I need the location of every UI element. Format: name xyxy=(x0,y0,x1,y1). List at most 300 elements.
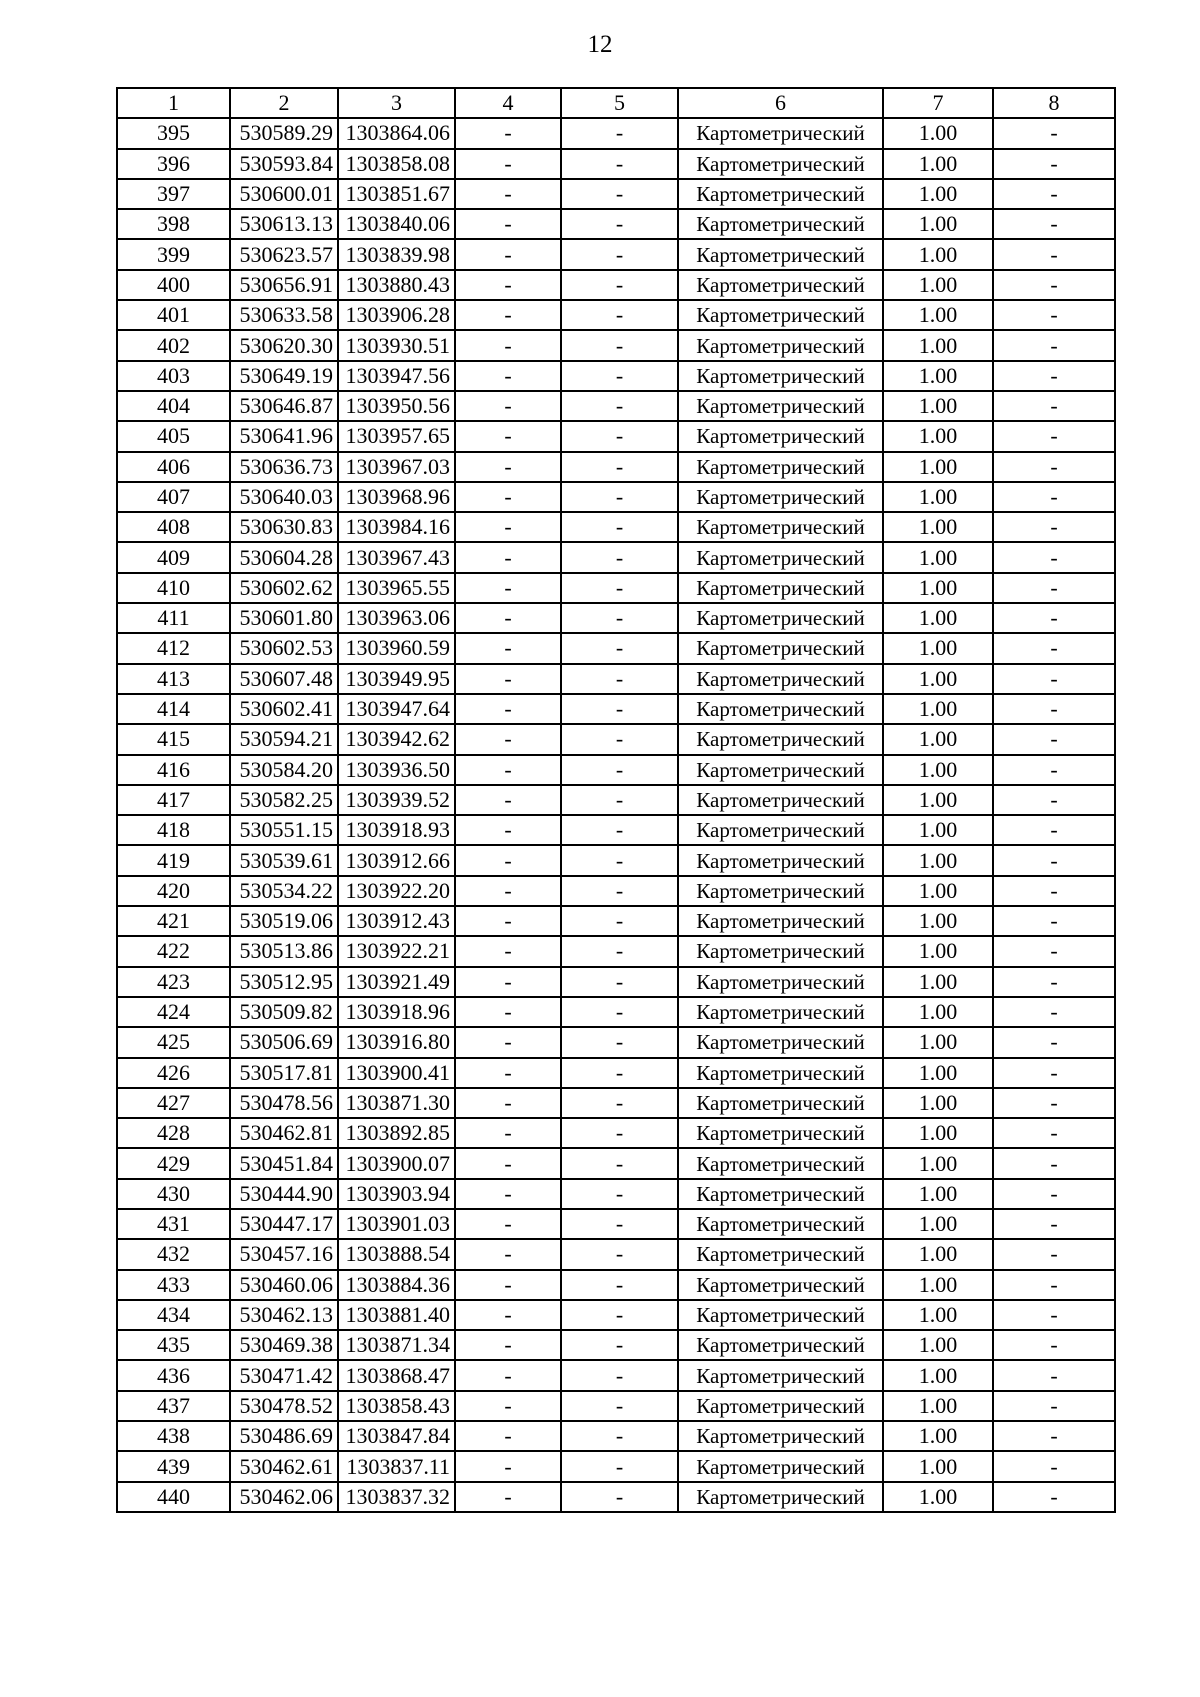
cell-point-number: 424 xyxy=(117,997,230,1027)
cell-col-4: - xyxy=(455,239,561,269)
table-row xyxy=(117,603,1115,633)
cell-y-coordinate: 1303858.43 xyxy=(338,1391,455,1421)
cell-accuracy: 1.00 xyxy=(883,633,993,663)
table-row xyxy=(117,118,1115,148)
cell-y-coordinate: 1303922.20 xyxy=(338,876,455,906)
cell-col-4: - xyxy=(455,1088,561,1118)
cell-col-8: - xyxy=(993,815,1115,845)
cell-method: Картометрический xyxy=(678,149,883,179)
cell-method: Картометрический xyxy=(678,1209,883,1239)
cell-col-5: - xyxy=(561,1088,678,1118)
cell-y-coordinate: 1303967.03 xyxy=(338,452,455,482)
cell-method: Картометрический xyxy=(678,936,883,966)
cell-y-coordinate: 1303930.51 xyxy=(338,330,455,360)
header-row xyxy=(117,88,1115,118)
cell-col-5: - xyxy=(561,1118,678,1148)
cell-col-4: - xyxy=(455,815,561,845)
cell-col-8: - xyxy=(993,1058,1115,1088)
cell-accuracy: 1.00 xyxy=(883,906,993,936)
cell-col-5: - xyxy=(561,270,678,300)
cell-method: Картометрический xyxy=(678,512,883,542)
cell-accuracy: 1.00 xyxy=(883,1088,993,1118)
cell-y-coordinate: 1303912.66 xyxy=(338,845,455,875)
cell-accuracy: 1.00 xyxy=(883,452,993,482)
cell-col-5: - xyxy=(561,876,678,906)
cell-y-coordinate: 1303912.43 xyxy=(338,906,455,936)
cell-method: Картометрический xyxy=(678,694,883,724)
cell-point-number: 403 xyxy=(117,361,230,391)
column-header-5: 5 xyxy=(561,88,678,118)
cell-accuracy: 1.00 xyxy=(883,1209,993,1239)
cell-method: Картометрический xyxy=(678,906,883,936)
cell-point-number: 434 xyxy=(117,1300,230,1330)
cell-y-coordinate: 1303960.59 xyxy=(338,633,455,663)
cell-col-5: - xyxy=(561,239,678,269)
cell-point-number: 418 xyxy=(117,815,230,845)
cell-x-coordinate: 530469.38 xyxy=(230,1330,338,1360)
cell-x-coordinate: 530646.87 xyxy=(230,391,338,421)
cell-y-coordinate: 1303871.34 xyxy=(338,1330,455,1360)
cell-point-number: 433 xyxy=(117,1270,230,1300)
cell-col-4: - xyxy=(455,1027,561,1057)
cell-col-8: - xyxy=(993,967,1115,997)
cell-col-5: - xyxy=(561,1300,678,1330)
cell-point-number: 422 xyxy=(117,936,230,966)
cell-point-number: 402 xyxy=(117,330,230,360)
cell-accuracy: 1.00 xyxy=(883,1118,993,1148)
cell-method: Картометрический xyxy=(678,724,883,754)
cell-x-coordinate: 530584.20 xyxy=(230,755,338,785)
cell-col-8: - xyxy=(993,845,1115,875)
cell-accuracy: 1.00 xyxy=(883,330,993,360)
cell-y-coordinate: 1303942.62 xyxy=(338,724,455,754)
cell-point-number: 430 xyxy=(117,1179,230,1209)
cell-accuracy: 1.00 xyxy=(883,1058,993,1088)
cell-y-coordinate: 1303965.55 xyxy=(338,573,455,603)
cell-method: Картометрический xyxy=(678,1239,883,1269)
cell-x-coordinate: 530509.82 xyxy=(230,997,338,1027)
cell-x-coordinate: 530517.81 xyxy=(230,1058,338,1088)
cell-col-4: - xyxy=(455,118,561,148)
cell-col-8: - xyxy=(993,906,1115,936)
cell-point-number: 425 xyxy=(117,1027,230,1057)
cell-point-number: 405 xyxy=(117,421,230,451)
cell-method: Картометрический xyxy=(678,300,883,330)
cell-col-4: - xyxy=(455,1148,561,1178)
cell-y-coordinate: 1303839.98 xyxy=(338,239,455,269)
cell-col-5: - xyxy=(561,1148,678,1178)
table-row xyxy=(117,664,1115,694)
cell-accuracy: 1.00 xyxy=(883,1482,993,1512)
cell-col-8: - xyxy=(993,179,1115,209)
cell-y-coordinate: 1303906.28 xyxy=(338,300,455,330)
cell-y-coordinate: 1303918.93 xyxy=(338,815,455,845)
cell-accuracy: 1.00 xyxy=(883,1300,993,1330)
cell-col-4: - xyxy=(455,1330,561,1360)
cell-col-5: - xyxy=(561,179,678,209)
cell-col-4: - xyxy=(455,1300,561,1330)
cell-point-number: 423 xyxy=(117,967,230,997)
cell-x-coordinate: 530534.22 xyxy=(230,876,338,906)
cell-method: Картометрический xyxy=(678,239,883,269)
cell-col-8: - xyxy=(993,1027,1115,1057)
cell-accuracy: 1.00 xyxy=(883,815,993,845)
cell-col-5: - xyxy=(561,1209,678,1239)
cell-x-coordinate: 530649.19 xyxy=(230,361,338,391)
cell-col-4: - xyxy=(455,1179,561,1209)
cell-method: Картометрический xyxy=(678,664,883,694)
cell-col-4: - xyxy=(455,1239,561,1269)
cell-accuracy: 1.00 xyxy=(883,179,993,209)
cell-col-5: - xyxy=(561,906,678,936)
cell-method: Картометрический xyxy=(678,1148,883,1178)
cell-col-8: - xyxy=(993,209,1115,239)
table-row xyxy=(117,239,1115,269)
cell-point-number: 397 xyxy=(117,179,230,209)
cell-point-number: 432 xyxy=(117,1239,230,1269)
cell-y-coordinate: 1303901.03 xyxy=(338,1209,455,1239)
cell-accuracy: 1.00 xyxy=(883,1451,993,1481)
table-row xyxy=(117,482,1115,512)
cell-point-number: 421 xyxy=(117,906,230,936)
cell-method: Картометрический xyxy=(678,967,883,997)
cell-point-number: 429 xyxy=(117,1148,230,1178)
cell-x-coordinate: 530641.96 xyxy=(230,421,338,451)
cell-accuracy: 1.00 xyxy=(883,239,993,269)
cell-col-5: - xyxy=(561,1360,678,1390)
cell-point-number: 404 xyxy=(117,391,230,421)
cell-col-8: - xyxy=(993,664,1115,694)
cell-point-number: 439 xyxy=(117,1451,230,1481)
cell-col-4: - xyxy=(455,997,561,1027)
table-row xyxy=(117,1300,1115,1330)
cell-accuracy: 1.00 xyxy=(883,664,993,694)
cell-col-8: - xyxy=(993,936,1115,966)
coordinates-table xyxy=(116,87,1116,1513)
cell-col-8: - xyxy=(993,1391,1115,1421)
cell-method: Картометрический xyxy=(678,391,883,421)
cell-accuracy: 1.00 xyxy=(883,118,993,148)
cell-col-5: - xyxy=(561,512,678,542)
cell-y-coordinate: 1303858.08 xyxy=(338,149,455,179)
cell-col-5: - xyxy=(561,209,678,239)
page-number: 12 xyxy=(587,31,613,58)
cell-y-coordinate: 1303851.67 xyxy=(338,179,455,209)
cell-col-4: - xyxy=(455,1270,561,1300)
cell-method: Картометрический xyxy=(678,209,883,239)
cell-x-coordinate: 530589.29 xyxy=(230,118,338,148)
cell-x-coordinate: 530444.90 xyxy=(230,1179,338,1209)
cell-col-5: - xyxy=(561,1270,678,1300)
cell-col-5: - xyxy=(561,664,678,694)
cell-col-4: - xyxy=(455,724,561,754)
cell-x-coordinate: 530519.06 xyxy=(230,906,338,936)
cell-method: Картометрический xyxy=(678,1451,883,1481)
cell-y-coordinate: 1303903.94 xyxy=(338,1179,455,1209)
cell-col-4: - xyxy=(455,664,561,694)
cell-col-5: - xyxy=(561,118,678,148)
cell-col-8: - xyxy=(993,452,1115,482)
cell-x-coordinate: 530486.69 xyxy=(230,1421,338,1451)
cell-point-number: 410 xyxy=(117,573,230,603)
cell-col-8: - xyxy=(993,421,1115,451)
cell-x-coordinate: 530460.06 xyxy=(230,1270,338,1300)
cell-point-number: 417 xyxy=(117,785,230,815)
table-row xyxy=(117,1421,1115,1451)
cell-col-5: - xyxy=(561,482,678,512)
table-row xyxy=(117,815,1115,845)
cell-x-coordinate: 530604.28 xyxy=(230,542,338,572)
cell-point-number: 428 xyxy=(117,1118,230,1148)
cell-y-coordinate: 1303837.32 xyxy=(338,1482,455,1512)
cell-point-number: 437 xyxy=(117,1391,230,1421)
column-header-2: 2 xyxy=(230,88,338,118)
cell-col-4: - xyxy=(455,179,561,209)
cell-point-number: 419 xyxy=(117,845,230,875)
cell-x-coordinate: 530594.21 xyxy=(230,724,338,754)
cell-col-8: - xyxy=(993,603,1115,633)
cell-method: Картометрический xyxy=(678,1179,883,1209)
cell-col-5: - xyxy=(561,391,678,421)
cell-col-8: - xyxy=(993,1239,1115,1269)
cell-y-coordinate: 1303900.07 xyxy=(338,1148,455,1178)
cell-x-coordinate: 530457.16 xyxy=(230,1239,338,1269)
cell-y-coordinate: 1303900.41 xyxy=(338,1058,455,1088)
cell-point-number: 399 xyxy=(117,239,230,269)
cell-y-coordinate: 1303871.30 xyxy=(338,1088,455,1118)
cell-y-coordinate: 1303864.06 xyxy=(338,118,455,148)
cell-col-8: - xyxy=(993,391,1115,421)
cell-point-number: 401 xyxy=(117,300,230,330)
table-row xyxy=(117,936,1115,966)
cell-accuracy: 1.00 xyxy=(883,936,993,966)
table-row xyxy=(117,452,1115,482)
cell-method: Картометрический xyxy=(678,452,883,482)
cell-method: Картометрический xyxy=(678,330,883,360)
table-row xyxy=(117,330,1115,360)
cell-y-coordinate: 1303967.43 xyxy=(338,542,455,572)
cell-col-8: - xyxy=(993,239,1115,269)
cell-x-coordinate: 530630.83 xyxy=(230,512,338,542)
table-row xyxy=(117,997,1115,1027)
column-header-8: 8 xyxy=(993,88,1115,118)
cell-col-5: - xyxy=(561,755,678,785)
cell-x-coordinate: 530593.84 xyxy=(230,149,338,179)
cell-col-5: - xyxy=(561,1179,678,1209)
cell-accuracy: 1.00 xyxy=(883,573,993,603)
cell-y-coordinate: 1303921.49 xyxy=(338,967,455,997)
cell-y-coordinate: 1303916.80 xyxy=(338,1027,455,1057)
cell-point-number: 415 xyxy=(117,724,230,754)
cell-col-8: - xyxy=(993,270,1115,300)
cell-y-coordinate: 1303892.85 xyxy=(338,1118,455,1148)
cell-col-8: - xyxy=(993,300,1115,330)
cell-point-number: 426 xyxy=(117,1058,230,1088)
cell-col-5: - xyxy=(561,1391,678,1421)
cell-x-coordinate: 530656.91 xyxy=(230,270,338,300)
cell-col-5: - xyxy=(561,603,678,633)
cell-col-5: - xyxy=(561,724,678,754)
cell-col-8: - xyxy=(993,118,1115,148)
cell-point-number: 400 xyxy=(117,270,230,300)
table-row xyxy=(117,421,1115,451)
cell-col-4: - xyxy=(455,1451,561,1481)
cell-col-4: - xyxy=(455,209,561,239)
cell-x-coordinate: 530620.30 xyxy=(230,330,338,360)
cell-accuracy: 1.00 xyxy=(883,755,993,785)
column-header-3: 3 xyxy=(338,88,455,118)
cell-y-coordinate: 1303880.43 xyxy=(338,270,455,300)
cell-col-8: - xyxy=(993,542,1115,572)
cell-accuracy: 1.00 xyxy=(883,421,993,451)
cell-x-coordinate: 530640.03 xyxy=(230,482,338,512)
cell-col-8: - xyxy=(993,149,1115,179)
cell-x-coordinate: 530451.84 xyxy=(230,1148,338,1178)
cell-accuracy: 1.00 xyxy=(883,149,993,179)
cell-y-coordinate: 1303840.06 xyxy=(338,209,455,239)
cell-method: Картометрический xyxy=(678,845,883,875)
table-body xyxy=(117,118,1115,1512)
table-row xyxy=(117,542,1115,572)
cell-col-5: - xyxy=(561,300,678,330)
cell-col-5: - xyxy=(561,1027,678,1057)
cell-y-coordinate: 1303884.36 xyxy=(338,1270,455,1300)
cell-point-number: 396 xyxy=(117,149,230,179)
cell-col-4: - xyxy=(455,1058,561,1088)
cell-col-5: - xyxy=(561,967,678,997)
cell-x-coordinate: 530613.13 xyxy=(230,209,338,239)
cell-col-5: - xyxy=(561,421,678,451)
cell-y-coordinate: 1303922.21 xyxy=(338,936,455,966)
cell-col-4: - xyxy=(455,633,561,663)
cell-col-8: - xyxy=(993,512,1115,542)
table-row xyxy=(117,755,1115,785)
cell-y-coordinate: 1303936.50 xyxy=(338,755,455,785)
cell-col-4: - xyxy=(455,452,561,482)
cell-col-4: - xyxy=(455,421,561,451)
cell-y-coordinate: 1303881.40 xyxy=(338,1300,455,1330)
cell-col-8: - xyxy=(993,482,1115,512)
table-row xyxy=(117,845,1115,875)
cell-method: Картометрический xyxy=(678,1482,883,1512)
cell-col-4: - xyxy=(455,876,561,906)
cell-y-coordinate: 1303968.96 xyxy=(338,482,455,512)
table-row xyxy=(117,1239,1115,1269)
table-row xyxy=(117,633,1115,663)
cell-method: Картометрический xyxy=(678,997,883,1027)
table-row xyxy=(117,1330,1115,1360)
table-row xyxy=(117,1391,1115,1421)
cell-accuracy: 1.00 xyxy=(883,1027,993,1057)
cell-col-4: - xyxy=(455,149,561,179)
cell-point-number: 409 xyxy=(117,542,230,572)
cell-col-8: - xyxy=(993,755,1115,785)
cell-col-4: - xyxy=(455,300,561,330)
table-row xyxy=(117,1027,1115,1057)
cell-col-8: - xyxy=(993,997,1115,1027)
cell-x-coordinate: 530636.73 xyxy=(230,452,338,482)
cell-method: Картометрический xyxy=(678,270,883,300)
table-row xyxy=(117,906,1115,936)
cell-accuracy: 1.00 xyxy=(883,997,993,1027)
table-row xyxy=(117,1482,1115,1512)
cell-col-5: - xyxy=(561,845,678,875)
cell-x-coordinate: 530600.01 xyxy=(230,179,338,209)
table-row xyxy=(117,300,1115,330)
cell-y-coordinate: 1303918.96 xyxy=(338,997,455,1027)
table-header xyxy=(117,88,1115,118)
cell-point-number: 436 xyxy=(117,1360,230,1390)
cell-col-8: - xyxy=(993,785,1115,815)
cell-y-coordinate: 1303984.16 xyxy=(338,512,455,542)
cell-y-coordinate: 1303963.06 xyxy=(338,603,455,633)
cell-col-4: - xyxy=(455,967,561,997)
cell-point-number: 414 xyxy=(117,694,230,724)
cell-col-8: - xyxy=(993,573,1115,603)
table-row xyxy=(117,967,1115,997)
cell-method: Картометрический xyxy=(678,1330,883,1360)
cell-accuracy: 1.00 xyxy=(883,1360,993,1390)
cell-point-number: 416 xyxy=(117,755,230,785)
cell-x-coordinate: 530623.57 xyxy=(230,239,338,269)
cell-method: Картометрический xyxy=(678,603,883,633)
cell-col-8: - xyxy=(993,1270,1115,1300)
cell-accuracy: 1.00 xyxy=(883,1239,993,1269)
cell-col-5: - xyxy=(561,542,678,572)
cell-col-8: - xyxy=(993,1421,1115,1451)
cell-col-8: - xyxy=(993,1088,1115,1118)
cell-method: Картометрический xyxy=(678,633,883,663)
cell-x-coordinate: 530582.25 xyxy=(230,785,338,815)
cell-point-number: 420 xyxy=(117,876,230,906)
cell-col-8: - xyxy=(993,330,1115,360)
cell-x-coordinate: 530551.15 xyxy=(230,815,338,845)
table-row xyxy=(117,1451,1115,1481)
cell-y-coordinate: 1303950.56 xyxy=(338,391,455,421)
table-row xyxy=(117,1360,1115,1390)
cell-x-coordinate: 530462.13 xyxy=(230,1300,338,1330)
table-row xyxy=(117,1148,1115,1178)
cell-col-4: - xyxy=(455,603,561,633)
column-header-1: 1 xyxy=(117,88,230,118)
cell-col-4: - xyxy=(455,1482,561,1512)
cell-accuracy: 1.00 xyxy=(883,1421,993,1451)
cell-col-4: - xyxy=(455,542,561,572)
cell-method: Картометрический xyxy=(678,1391,883,1421)
table-row xyxy=(117,391,1115,421)
cell-accuracy: 1.00 xyxy=(883,542,993,572)
cell-col-5: - xyxy=(561,452,678,482)
table-row xyxy=(117,1209,1115,1239)
cell-accuracy: 1.00 xyxy=(883,967,993,997)
cell-col-8: - xyxy=(993,1148,1115,1178)
cell-x-coordinate: 530462.06 xyxy=(230,1482,338,1512)
cell-x-coordinate: 530539.61 xyxy=(230,845,338,875)
cell-col-5: - xyxy=(561,361,678,391)
cell-point-number: 411 xyxy=(117,603,230,633)
cell-col-4: - xyxy=(455,906,561,936)
cell-y-coordinate: 1303868.47 xyxy=(338,1360,455,1390)
cell-point-number: 395 xyxy=(117,118,230,148)
cell-accuracy: 1.00 xyxy=(883,724,993,754)
cell-point-number: 435 xyxy=(117,1330,230,1360)
cell-col-8: - xyxy=(993,1360,1115,1390)
table-row xyxy=(117,694,1115,724)
cell-col-5: - xyxy=(561,1421,678,1451)
cell-method: Картометрический xyxy=(678,815,883,845)
cell-col-4: - xyxy=(455,1209,561,1239)
cell-col-5: - xyxy=(561,936,678,966)
